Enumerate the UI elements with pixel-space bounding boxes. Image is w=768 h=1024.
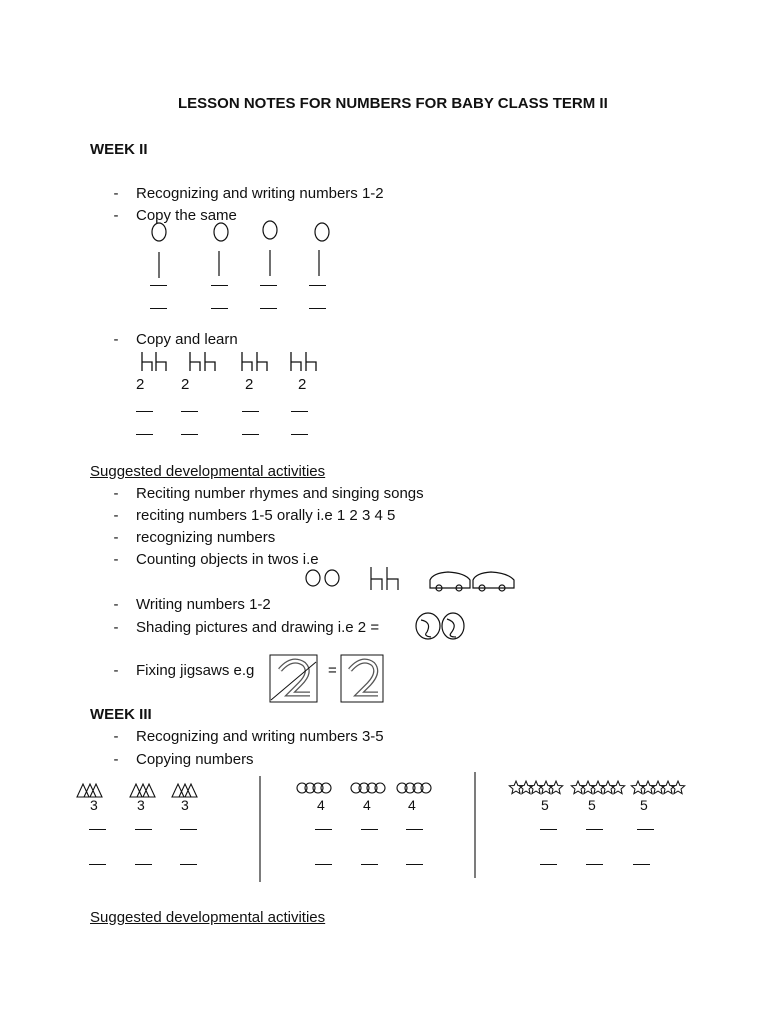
equals-sign: = (328, 662, 337, 679)
activities-heading: Suggested developmental activities (90, 463, 326, 480)
activity-item-3: recognizing numbers (136, 529, 276, 546)
number-three: 3 (181, 797, 189, 813)
bullet-dash: - (113, 207, 119, 224)
week2-item-1: Recognizing and writing numbers 1-2 (136, 185, 384, 202)
bullet-dash: - (113, 185, 119, 202)
activity-item-6: Shading pictures and drawing i.e 2 = (136, 619, 380, 636)
bullet-dash: - (113, 507, 119, 524)
writing-blank (406, 829, 423, 830)
bullet-dash: - (113, 662, 119, 679)
bullet-dash: - (113, 619, 119, 636)
writing-blank (135, 864, 152, 865)
activity-item-4: Counting objects in twos i.e (136, 551, 319, 568)
number-two: 2 (245, 376, 254, 393)
number-four: 4 (317, 797, 325, 813)
number-five: 5 (640, 797, 648, 813)
writing-blank (406, 864, 423, 865)
writing-blank (361, 829, 378, 830)
bullet-dash: - (113, 551, 119, 568)
writing-blank (135, 829, 152, 830)
number-five: 5 (541, 797, 549, 813)
writing-blank (315, 829, 332, 830)
writing-blank (586, 864, 603, 865)
writing-blank (586, 829, 603, 830)
star-icon (671, 781, 684, 794)
number-five: 5 (588, 797, 596, 813)
bullet-dash: - (113, 596, 119, 613)
page-title: LESSON NOTES FOR NUMBERS FOR BABY CLASS TERM II (178, 95, 608, 112)
star-icon (549, 781, 562, 794)
bullet-dash: - (113, 751, 119, 768)
week2-item-2: Copy the same (136, 207, 237, 224)
week-2-heading: WEEK II (90, 141, 148, 158)
writing-blank (315, 864, 332, 865)
week3-item-2: Copying numbers (136, 751, 254, 768)
week2-item-3: Copy and learn (136, 331, 238, 348)
number-two: 2 (181, 376, 190, 393)
writing-blank (89, 829, 106, 830)
number-three: 3 (90, 797, 98, 813)
activity-item-2: reciting numbers 1-5 orally i.e 1 2 3 4 5 (136, 507, 396, 524)
activity-item-1: Reciting number rhymes and singing songs (136, 485, 424, 502)
writing-blank (540, 864, 557, 865)
star-icon (611, 781, 624, 794)
writing-blank (89, 864, 106, 865)
number-three: 3 (137, 797, 145, 813)
number-four: 4 (363, 797, 371, 813)
writing-blank (637, 829, 654, 830)
writing-blank (180, 864, 197, 865)
activity-item-5: Writing numbers 1-2 (136, 596, 271, 613)
bullet-dash: - (113, 728, 119, 745)
bullet-dash: - (113, 485, 119, 502)
bullet-dash: - (113, 331, 119, 348)
number-two: 2 (136, 376, 145, 393)
writing-blank (180, 829, 197, 830)
number-four: 4 (408, 797, 416, 813)
activities-heading-2: Suggested developmental activities (90, 909, 326, 926)
number-two: 2 (298, 376, 307, 393)
writing-blank (361, 864, 378, 865)
week3-item-1: Recognizing and writing numbers 3-5 (136, 728, 384, 745)
writing-blank (540, 829, 557, 830)
bullet-dash: - (113, 529, 119, 546)
week-3-heading: WEEK III (90, 706, 152, 723)
writing-blank (633, 864, 650, 865)
activity-item-7: Fixing jigsaws e.g (136, 662, 255, 679)
